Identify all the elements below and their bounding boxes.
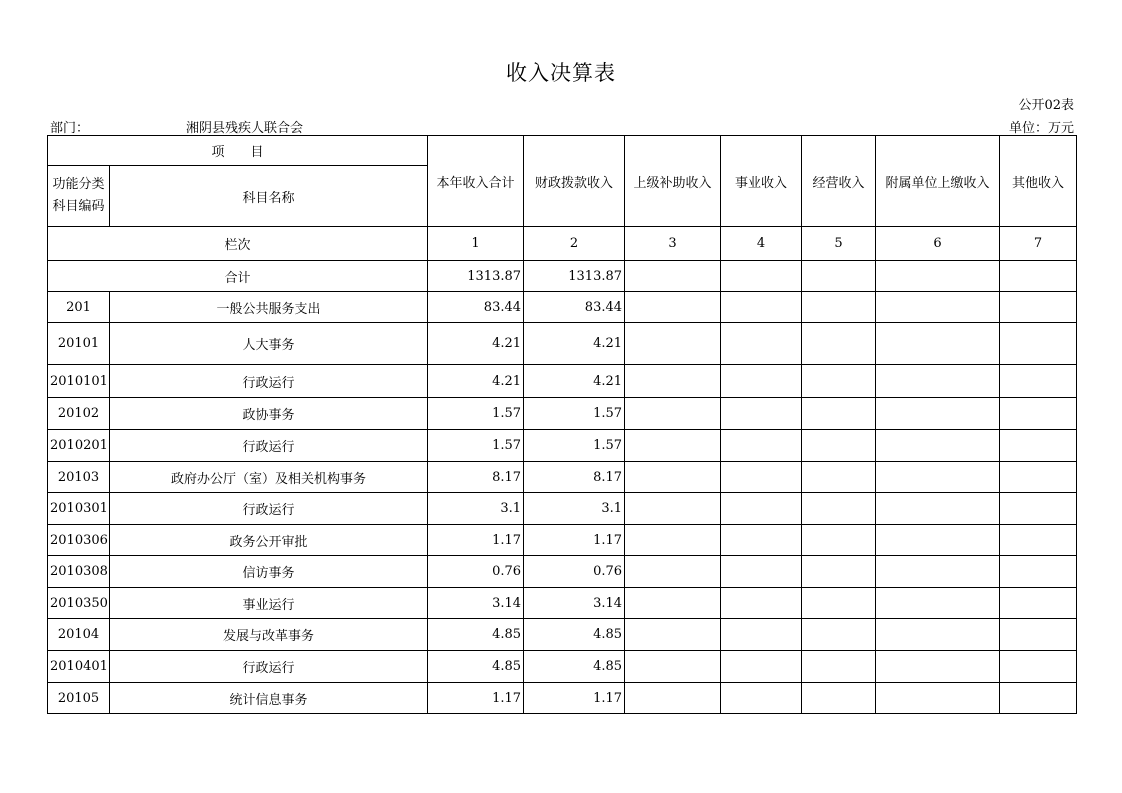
amount-cell bbox=[802, 556, 876, 588]
subject-name: 政协事务 bbox=[110, 398, 428, 430]
amount-cell bbox=[1000, 493, 1077, 525]
subject-name: 政府办公厅（室）及相关机构事务 bbox=[110, 462, 428, 493]
total-label: 合计 bbox=[48, 261, 428, 292]
column-header: 附属单位上缴收入 bbox=[876, 136, 1000, 227]
amount-cell: 4.21 bbox=[428, 323, 524, 365]
column-number: 7 bbox=[1000, 227, 1077, 261]
subject-code: 201 bbox=[48, 292, 110, 323]
amount-cell: 8.17 bbox=[524, 462, 625, 493]
amount-cell bbox=[625, 556, 721, 588]
amount-cell: 3.1 bbox=[428, 493, 524, 525]
header-row-1 bbox=[48, 136, 1077, 166]
column-header: 本年收入合计 bbox=[428, 136, 524, 227]
total-value: 1313.87 bbox=[428, 261, 524, 292]
amount-cell bbox=[625, 588, 721, 619]
subject-code: 2010306 bbox=[48, 525, 110, 556]
amount-cell: 8.17 bbox=[428, 462, 524, 493]
total-value bbox=[802, 261, 876, 292]
amount-cell: 4.21 bbox=[428, 365, 524, 398]
subject-name: 发展与改革事务 bbox=[110, 619, 428, 651]
subject-name: 行政运行 bbox=[110, 365, 428, 398]
amount-cell bbox=[876, 619, 1000, 651]
amount-cell bbox=[721, 365, 802, 398]
amount-cell bbox=[802, 525, 876, 556]
total-value bbox=[876, 261, 1000, 292]
amount-cell: 0.76 bbox=[428, 556, 524, 588]
subject-name: 行政运行 bbox=[110, 651, 428, 683]
amount-cell: 83.44 bbox=[524, 292, 625, 323]
amount-cell bbox=[625, 683, 721, 714]
income-table bbox=[47, 135, 1077, 714]
column-number-label: 栏次 bbox=[48, 227, 428, 261]
column-number: 2 bbox=[524, 227, 625, 261]
table-row bbox=[48, 430, 1077, 462]
subject-name: 信访事务 bbox=[110, 556, 428, 588]
amount-cell: 4.21 bbox=[524, 365, 625, 398]
amount-cell bbox=[802, 398, 876, 430]
column-number: 3 bbox=[625, 227, 721, 261]
amount-cell bbox=[1000, 525, 1077, 556]
amount-cell bbox=[802, 365, 876, 398]
amount-cell bbox=[802, 292, 876, 323]
amount-cell bbox=[876, 365, 1000, 398]
amount-cell bbox=[876, 430, 1000, 462]
amount-cell: 83.44 bbox=[428, 292, 524, 323]
amount-cell bbox=[625, 365, 721, 398]
amount-cell bbox=[876, 462, 1000, 493]
amount-cell: 4.85 bbox=[428, 619, 524, 651]
amount-cell: 1.57 bbox=[428, 430, 524, 462]
amount-cell bbox=[802, 619, 876, 651]
total-value bbox=[1000, 261, 1077, 292]
table-row bbox=[48, 398, 1077, 430]
amount-cell bbox=[625, 323, 721, 365]
amount-cell bbox=[1000, 430, 1077, 462]
amount-cell bbox=[625, 398, 721, 430]
amount-cell: 1.17 bbox=[428, 683, 524, 714]
column-header: 财政拨款收入 bbox=[524, 136, 625, 227]
column-header: 事业收入 bbox=[721, 136, 802, 227]
amount-cell bbox=[721, 619, 802, 651]
amount-cell bbox=[876, 292, 1000, 323]
amount-cell bbox=[876, 493, 1000, 525]
name-header: 科目名称 bbox=[110, 166, 428, 227]
subject-code: 20104 bbox=[48, 619, 110, 651]
amount-cell bbox=[802, 323, 876, 365]
amount-cell bbox=[721, 588, 802, 619]
amount-cell: 4.21 bbox=[524, 323, 625, 365]
column-number: 6 bbox=[876, 227, 1000, 261]
form-code: 公开02表 bbox=[1018, 98, 1074, 113]
amount-cell: 1.57 bbox=[524, 398, 625, 430]
table-row bbox=[48, 683, 1077, 714]
table-row bbox=[48, 323, 1077, 365]
total-value bbox=[625, 261, 721, 292]
amount-cell bbox=[1000, 588, 1077, 619]
subject-code: 2010401 bbox=[48, 651, 110, 683]
table-row bbox=[48, 462, 1077, 493]
amount-cell: 1.57 bbox=[524, 430, 625, 462]
page-title: 收入决算表 bbox=[506, 61, 616, 85]
department-label: 部门： bbox=[50, 121, 90, 136]
amount-cell bbox=[876, 525, 1000, 556]
amount-cell: 3.1 bbox=[524, 493, 625, 525]
amount-cell bbox=[876, 398, 1000, 430]
amount-cell bbox=[876, 683, 1000, 714]
table-row bbox=[48, 365, 1077, 398]
amount-cell bbox=[721, 462, 802, 493]
subject-code: 20102 bbox=[48, 398, 110, 430]
subject-code: 2010301 bbox=[48, 493, 110, 525]
amount-cell bbox=[721, 493, 802, 525]
department-name: 湘阴县残疾人联合会 bbox=[186, 121, 304, 136]
amount-cell bbox=[625, 619, 721, 651]
amount-cell bbox=[721, 323, 802, 365]
subject-code: 2010308 bbox=[48, 556, 110, 588]
column-header: 其他收入 bbox=[1000, 136, 1077, 227]
subject-name: 事业运行 bbox=[110, 588, 428, 619]
table-row bbox=[48, 292, 1077, 323]
table-row bbox=[48, 651, 1077, 683]
amount-cell bbox=[1000, 462, 1077, 493]
total-value: 1313.87 bbox=[524, 261, 625, 292]
amount-cell bbox=[721, 292, 802, 323]
amount-cell bbox=[802, 462, 876, 493]
amount-cell: 3.14 bbox=[524, 588, 625, 619]
table-row bbox=[48, 619, 1077, 651]
table-row bbox=[48, 588, 1077, 619]
column-header: 上级补助收入 bbox=[625, 136, 721, 227]
amount-cell bbox=[802, 493, 876, 525]
amount-cell: 3.14 bbox=[428, 588, 524, 619]
subject-code: 2010201 bbox=[48, 430, 110, 462]
column-header: 经营收入 bbox=[802, 136, 876, 227]
subject-name: 行政运行 bbox=[110, 493, 428, 525]
amount-cell bbox=[1000, 556, 1077, 588]
subject-name: 人大事务 bbox=[110, 323, 428, 365]
subject-name: 行政运行 bbox=[110, 430, 428, 462]
amount-cell bbox=[625, 462, 721, 493]
subject-name: 政务公开审批 bbox=[110, 525, 428, 556]
amount-cell bbox=[876, 323, 1000, 365]
amount-cell bbox=[625, 292, 721, 323]
subject-code: 2010350 bbox=[48, 588, 110, 619]
amount-cell: 1.17 bbox=[428, 525, 524, 556]
amount-cell bbox=[625, 651, 721, 683]
table-row bbox=[48, 556, 1077, 588]
amount-cell bbox=[1000, 619, 1077, 651]
subject-name: 统计信息事务 bbox=[110, 683, 428, 714]
subject-code: 20105 bbox=[48, 683, 110, 714]
column-number: 4 bbox=[721, 227, 802, 261]
amount-cell: 1.57 bbox=[428, 398, 524, 430]
amount-cell bbox=[802, 651, 876, 683]
total-row bbox=[48, 261, 1077, 292]
amount-cell bbox=[625, 430, 721, 462]
column-number-row bbox=[48, 227, 1077, 261]
amount-cell: 1.17 bbox=[524, 525, 625, 556]
amount-cell bbox=[625, 493, 721, 525]
column-number: 5 bbox=[802, 227, 876, 261]
amount-cell bbox=[1000, 651, 1077, 683]
amount-cell bbox=[1000, 292, 1077, 323]
amount-cell bbox=[721, 651, 802, 683]
amount-cell bbox=[721, 556, 802, 588]
subject-code: 20103 bbox=[48, 462, 110, 493]
amount-cell bbox=[802, 430, 876, 462]
amount-cell bbox=[721, 398, 802, 430]
subject-code: 2010101 bbox=[48, 365, 110, 398]
amount-cell bbox=[802, 683, 876, 714]
table-row bbox=[48, 525, 1077, 556]
amount-cell: 4.85 bbox=[428, 651, 524, 683]
amount-cell: 4.85 bbox=[524, 619, 625, 651]
amount-cell bbox=[721, 683, 802, 714]
amount-cell bbox=[876, 556, 1000, 588]
subject-code: 20101 bbox=[48, 323, 110, 365]
amount-cell bbox=[721, 430, 802, 462]
code-header: 功能分类科目编码 bbox=[48, 166, 110, 227]
subject-name: 一般公共服务支出 bbox=[110, 292, 428, 323]
column-number: 1 bbox=[428, 227, 524, 261]
amount-cell bbox=[876, 588, 1000, 619]
amount-cell bbox=[625, 525, 721, 556]
amount-cell bbox=[1000, 365, 1077, 398]
total-value bbox=[721, 261, 802, 292]
amount-cell bbox=[1000, 323, 1077, 365]
amount-cell: 1.17 bbox=[524, 683, 625, 714]
unit-label: 单位：万元 bbox=[1008, 121, 1074, 136]
amount-cell bbox=[876, 651, 1000, 683]
amount-cell bbox=[802, 588, 876, 619]
amount-cell: 0.76 bbox=[524, 556, 625, 588]
amount-cell bbox=[1000, 683, 1077, 714]
project-header: 项 目 bbox=[48, 136, 428, 166]
table-row bbox=[48, 493, 1077, 525]
amount-cell: 4.85 bbox=[524, 651, 625, 683]
amount-cell bbox=[721, 525, 802, 556]
amount-cell bbox=[1000, 398, 1077, 430]
